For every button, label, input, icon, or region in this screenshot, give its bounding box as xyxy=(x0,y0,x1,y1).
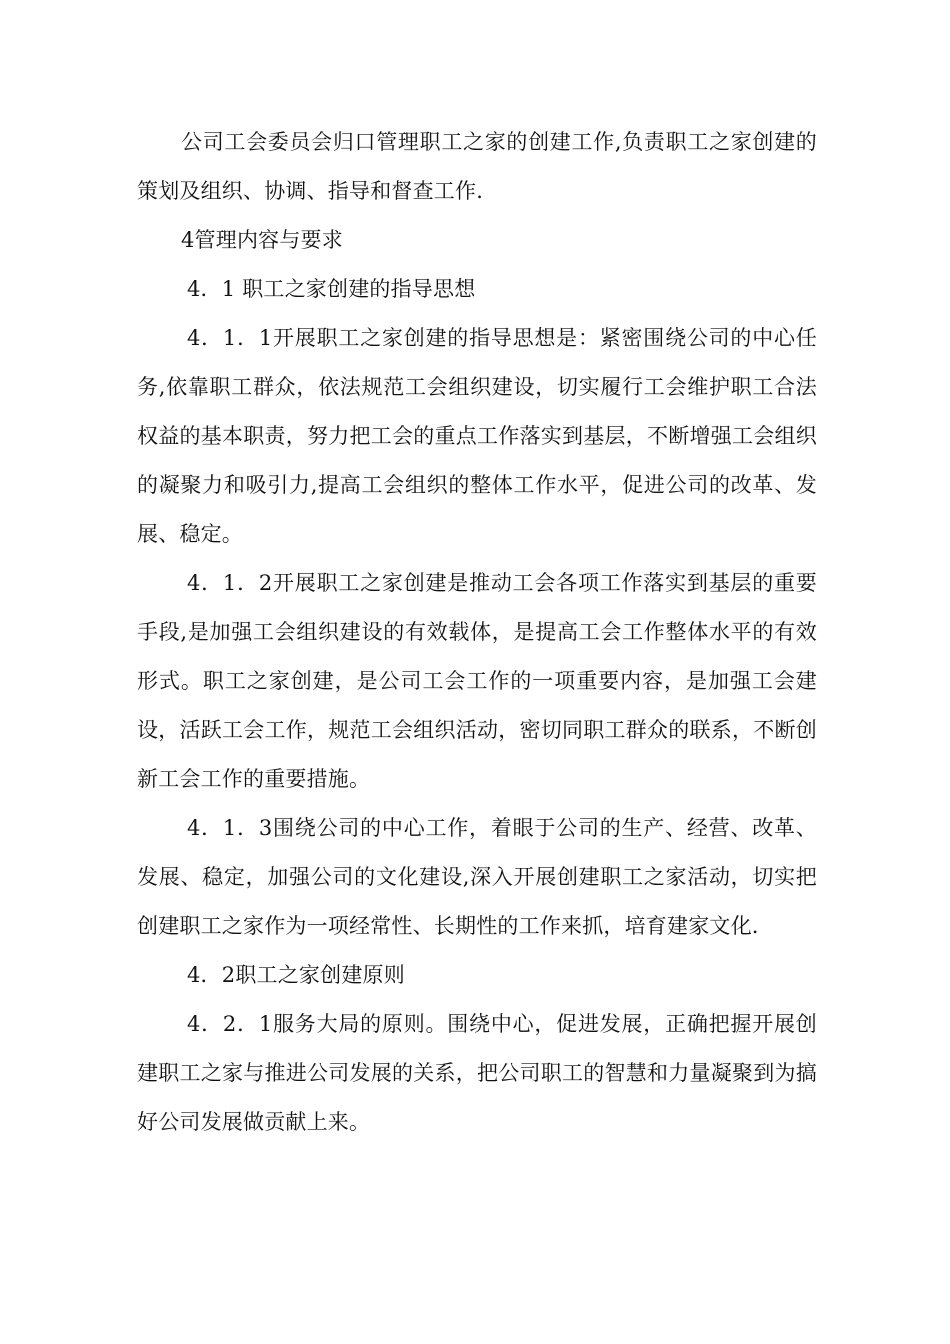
document-body xyxy=(137,118,817,1147)
paragraph-4-2-1: 4．2．1服务大局的原则。围绕中心，促进发展，正确把握开展创建职工之家与推进公司发展的关系，把公司职工的智慧和力量凝聚到为搞好公司发展做贡献上来。 xyxy=(137,1012,817,1134)
section-heading-4-2: 4．2职工之家创建原则 xyxy=(187,963,405,987)
section-heading-4: 4管理内容与要求 xyxy=(181,228,343,252)
paragraph-4-1-3: 4．1．3围绕公司的中心工作，着眼于公司的生产、经营、改革、发展、稳定，加强公司的文化建设,深入开展创建职工之家活动，切实把创建职工之家作为一项经常性、长期性的工作来抓，培育建家文化. xyxy=(137,816,817,938)
paragraph-responsibility: 公司工会委员会归口管理职工之家的创建工作,负责职工之家创建的策划及组织、协调、指导和督查工作. xyxy=(137,130,817,203)
section-heading-4-1: 4．1 职工之家创建的指导思想 xyxy=(187,277,476,301)
paragraph-4-1-1: 4．1．1开展职工之家创建的指导思想是：紧密围绕公司的中心任务,依靠职工群众，依法规范工会组织建设，切实履行工会维护职工合法权益的基本职责，努力把工会的重点工作落实到基层，不断增强工会组织的凝聚力和吸引力,提高工会组织的整体工作水平，促进公司的改革、发展、稳定。 xyxy=(137,326,817,546)
paragraph-4-1-2: 4．1．2开展职工之家创建是推动工会各项工作落实到基层的重要手段,是加强工会组织建设的有效载体，是提高工会工作整体水平的有效形式。职工之家创建，是公司工会工作的一项重要内容，是加强工会建设，活跃工会工作，规范工会组织活动，密切同职工群众的联系，不断创新工会工作的重要措施。 xyxy=(137,571,817,791)
